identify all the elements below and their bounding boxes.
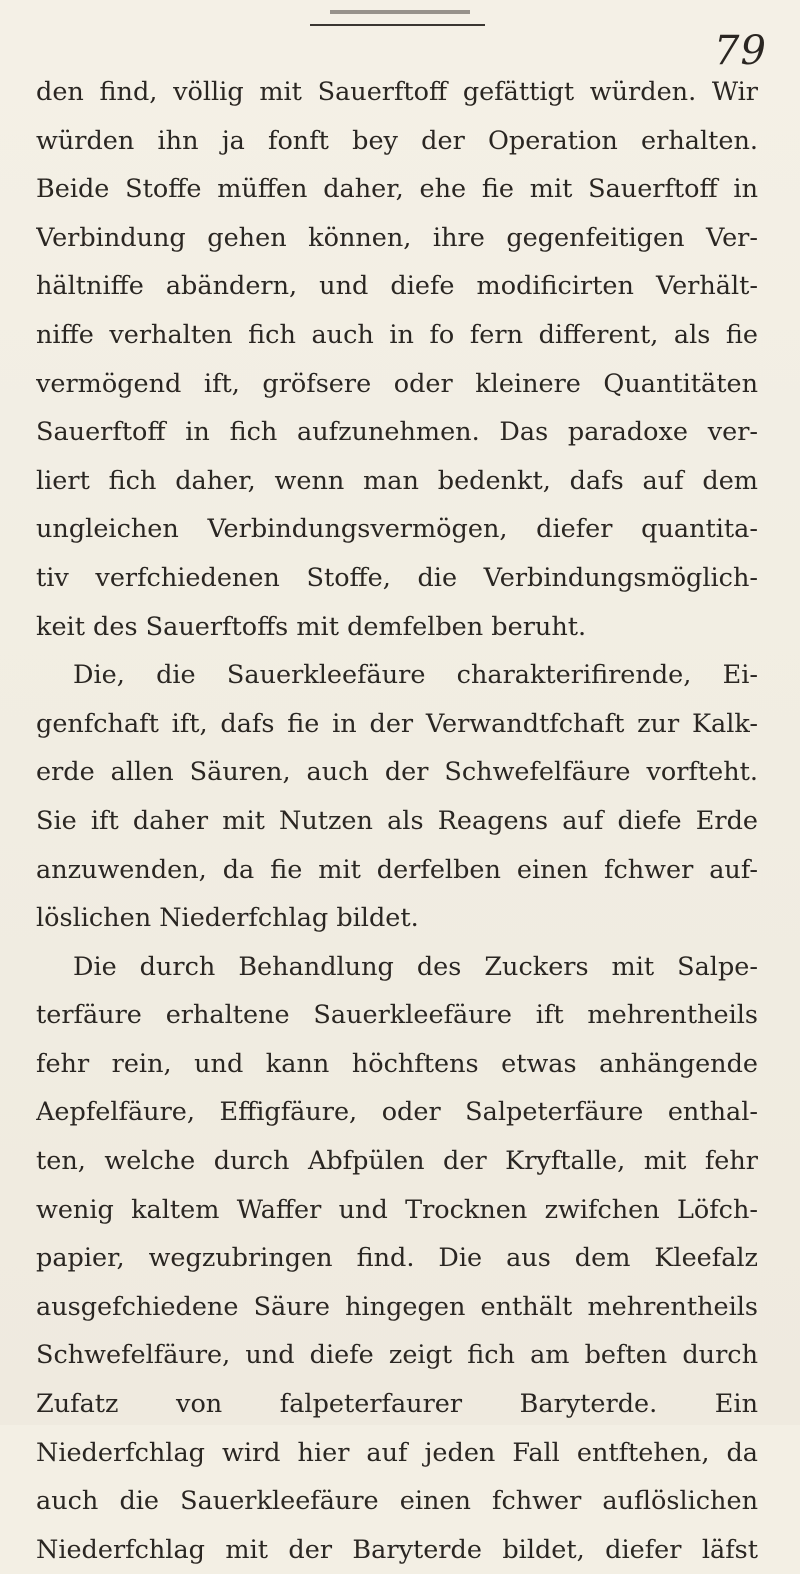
- text-line: wenig kaltem Waffer und Trocknen zwifchen Löfch-: [36, 1194, 758, 1225]
- text-line: ten, welche durch Abfpülen der Kryftalle, mit fehr: [36, 1146, 758, 1177]
- text-line: Sie ift daher mit Nutzen als Reagens auf diefe Erde: [36, 805, 758, 836]
- text-line: Schwefelfäure, und diefe zeigt fich am beften durch: [36, 1340, 758, 1371]
- text-line: Zufatz von falpeterfaurer Baryterde. Ein: [36, 1389, 758, 1420]
- text-line: ungleichen Verbindungsvermögen, diefer quantita-: [36, 514, 758, 545]
- page-number: 79: [714, 28, 767, 74]
- text-line: liert fich daher, wenn man bedenkt, dafs auf dem: [36, 465, 758, 496]
- text-line: Niederfchlag wird hier auf jeden Fall entftehen, da: [36, 1437, 758, 1468]
- text-line: auch die Sauerkleefäure einen fchwer auflöslichen: [36, 1486, 758, 1517]
- paragraph-start-line: Die durch Behandlung des Zuckers mit Salpe-: [73, 951, 758, 982]
- text-line: terfäure erhaltene Sauerkleefäure ift mehrentheils: [36, 1000, 758, 1031]
- text-line: vermögend ift, gröfsere oder kleinere Quantitäten: [36, 368, 758, 399]
- text-line: tiv verfchiedenen Stoffe, die Verbindungsmöglich-: [36, 562, 758, 593]
- text-line: Niederfchlag mit der Baryterde bildet, diefer läfst: [36, 1534, 758, 1565]
- paragraph-start-line: Die, die Sauerkleefäure charakterifirende, Ei-: [73, 660, 758, 691]
- text-line: niffe verhalten fich auch in fo fern different, als fie: [36, 319, 758, 350]
- text-line: Verbindung gehen können, ihre gegenfeitigen Ver-: [36, 222, 758, 253]
- paragraph-end-line: löslichen Niederfchlag bildet.: [36, 903, 419, 934]
- text-line: ausgefchiedene Säure hingegen enthält mehrentheils: [36, 1291, 758, 1322]
- header-rule: [310, 24, 485, 26]
- header-ornament: [330, 10, 470, 14]
- text-line: papier, wegzubringen find. Die aus dem Kleefalz: [36, 1243, 758, 1274]
- body-text: [36, 68, 758, 1574]
- text-line: würden ihn ja fonft bey der Operation erhalten.: [36, 125, 758, 156]
- text-line: Aepfelfäure, Effigfäure, oder Salpeterfäure enthal-: [36, 1097, 758, 1128]
- text-line: hältniffe abändern, und diefe modificirten Verhält-: [36, 271, 758, 302]
- text-line: den find, völlig mit Sauerftoff gefättigt würden. Wir: [36, 77, 758, 107]
- text-line: anzuwenden, da fie mit derfelben einen fchwer auf-: [36, 854, 758, 885]
- text-line: erde allen Säuren, auch der Schwefelfäure vorfteht.: [36, 757, 758, 788]
- paragraph-end-line: keit des Sauerftoffs mit demfelben beruht.: [36, 611, 587, 642]
- text-line: Beide Stoffe müffen daher, ehe fie mit Sauerftoff in: [36, 174, 758, 205]
- text-line: fehr rein, und kann höchftens etwas anhängende: [36, 1048, 758, 1079]
- text-line: Sauerftoff in fich aufzunehmen. Das paradoxe ver-: [36, 417, 758, 448]
- text-line: genfchaft ift, dafs fie in der Verwandtfchaft zur Kalk-: [36, 708, 758, 739]
